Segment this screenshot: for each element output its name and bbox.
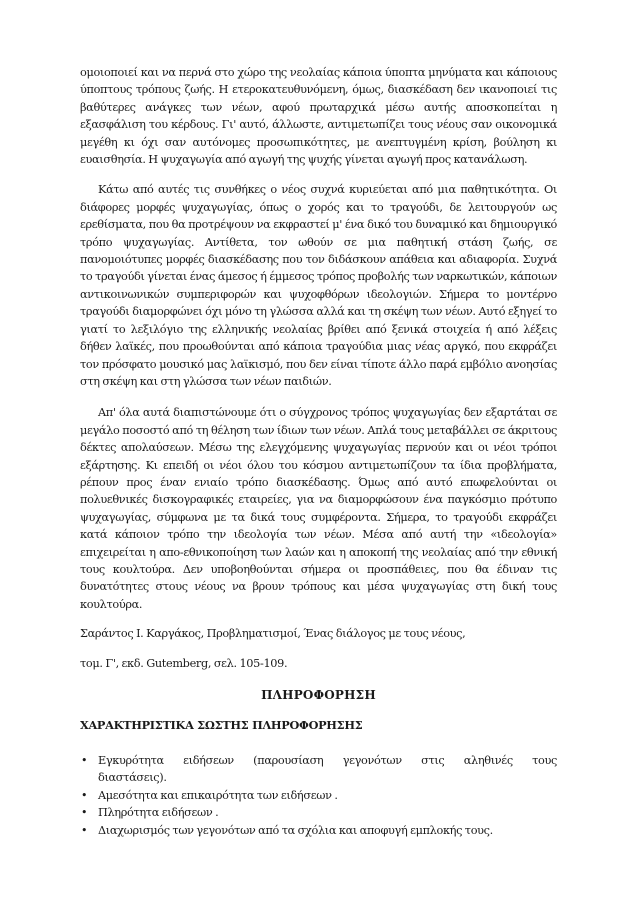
subsection-title: ΧΑΡΑΚΤΗΡΙΣΤΙΚΑ ΣΩΣΤΗΣ ΠΛΗΡΟΦΟΡΗΣΗΣ xyxy=(80,718,363,732)
list-item xyxy=(80,822,557,839)
list-item-text: Διαχωρισμός των γεγονότων από τα σχόλια και αποφυγή εμπλοκής τους. xyxy=(98,823,493,837)
bullet-icon: • xyxy=(81,823,88,837)
citation-line-1: Σαράντος Ι. Καργάκος, Προβληματισμοί, Ένας διάλογος με τους νέους, xyxy=(80,627,466,641)
list-item xyxy=(80,804,557,821)
paragraph-passivity: Κάτω από αυτές τις συνθήκες ο νέος συχνά κυριεύεται από μια παθητικότητα. Οι διάφορες μορφές ψυχαγωγίας, όπως ο χορός και το τραγούδι, δε λειτουργούν ως ερεθίσματα, που θα προτρέψουν να εκφραστεί μ' ένα δικό του δυναμικό και δημιουργικό τρόπο ψυχαγωγίας. Αντίθετα, τον ωθούν σε μια παθητική στάση ζωής, σε πανομοιότυπες μορφές διασκέδασης που τον διδάσκουν απάθεια και αδιαφορία. Συχνά το τραγούδι γίνεται ένας άμεσος ή έμμεσος τρόπος προβολής των ναρκωτικών, κάποιων αντικοινωνικών συμπεριφορών και ψυχοφθόρων ιδεολογιών. Σήμερα το μοντέρνο τραγούδι διαμορφώνει όχι μόνο τη γλώσσα αλλά και τη σκέψη των νέων. Αυτό εξηγεί το γιατί το λεξιλόγιο της ελληνικής νεολαίας βρίθει από ξενικά στοιχεία ή από λέξεις δήθεν λαϊκές, που προωθούνται από κάποια τραγούδια μιας νέας αργκό, που εκφράζει τον πρόσφατο μουσικό μας λαϊκισμό, που δεν είναι τίποτε άλλο παρά εμβόλιο ανοησίας στη σκέψη και στη γλώσσα των νέων παιδιών. xyxy=(80,183,557,388)
bullet-icon: • xyxy=(81,788,88,802)
list-item-text: Εγκυρότητα ειδήσεων (παρουσίαση γεγονότων στις αληθινές τους διαστάσεις). xyxy=(98,754,557,785)
section-title: ΠΛΗΡΟΦΟΡΗΣΗ xyxy=(261,688,376,702)
list-item xyxy=(80,752,557,787)
characteristics-list xyxy=(80,752,557,839)
list-item-text: Πληρότητα ειδήσεων . xyxy=(98,806,219,820)
paragraph-continuation: ομοιοποιεί και να περνά στο χώρο της νεολαίας κάποια ύποπτα μηνύματα και κάποιους ύποπτους τρόπους ζωής. Η ετεροκατευθυνόμενη, όμως, διασκέδαση δεν ικανοποιεί τις βαθύτερες ανάγκες των νέων, αφού πρωταρχικά μέσω αυτής αποσκοπείται η εξασφάλιση του κέρδους. Γι' αυτό, άλλωστε, αντιμετωπίζει τους νέους σαν οικονομικά μεγέθη κι όχι σαν αυτόνομες προσωπικότητες, με ανεπτυγμένη κρίση, βούληση κι ευαισθησία. Η ψυχαγωγία από αγωγή της ψυχής γίνεται αγωγή προς κατανάλωση. xyxy=(80,66,557,167)
document-page xyxy=(80,60,557,839)
list-item xyxy=(80,787,557,804)
bullet-icon: • xyxy=(81,806,88,820)
citation-line-2: τομ. Γ', εκδ. Gutemberg, σελ. 105-109. xyxy=(80,656,288,670)
list-item-text: Αμεσότητα και επικαιρότητα των ειδήσεων . xyxy=(98,788,338,802)
bullet-icon: • xyxy=(81,754,88,767)
paragraph-conclusion: Απ' όλα αυτά διαπιστώνουμε ότι ο σύγχρονος τρόπος ψυχαγωγίας δεν εξαρτάται σε μεγάλο ποσοστό από τη θέληση των ίδιων των νέων. Απλά τους μεταβάλλει σε άκριτους δέκτες απολαύσεων. Μέσω της ελεγχόμενης ψυχαγωγίας περνούν και οι νέοι τρόποι εξάρτησης. Κι επειδή οι νέοι όλου του κόσμου αντιμετωπίζουν τα ίδια προβλήματα, ρέπουν προς έναν ενιαίο τρόπο διασκέδασης. Όμως από αυτό επωφελούνται οι πολυεθνικές δισκογραφικές εταιρείες, για να διαμορφώσουν ένα παγκόσμιο πρότυπο ψυχαγωγίας, σύμφωνα με τα δικά τους συμφέροντα. Σήμερα, το τραγούδι εκφράζει κατά κάποιον τρόπο την ιδεολογία των νέων. Μέσα από αυτή την «ιδεολογία» επιχειρείται η απο-εθνικοποίηση των λαών και η αποκοπή της νεολαίας από την εθνική τους κουλτούρα. Δεν υποβοηθούνται σήμερα οι προσπάθειες, που θα έδιναν τις δυνατότητες στους νέους να βρουν τρόπους και μέσα ψυχαγωγίας στη δική τους κουλτούρα. xyxy=(80,406,557,611)
